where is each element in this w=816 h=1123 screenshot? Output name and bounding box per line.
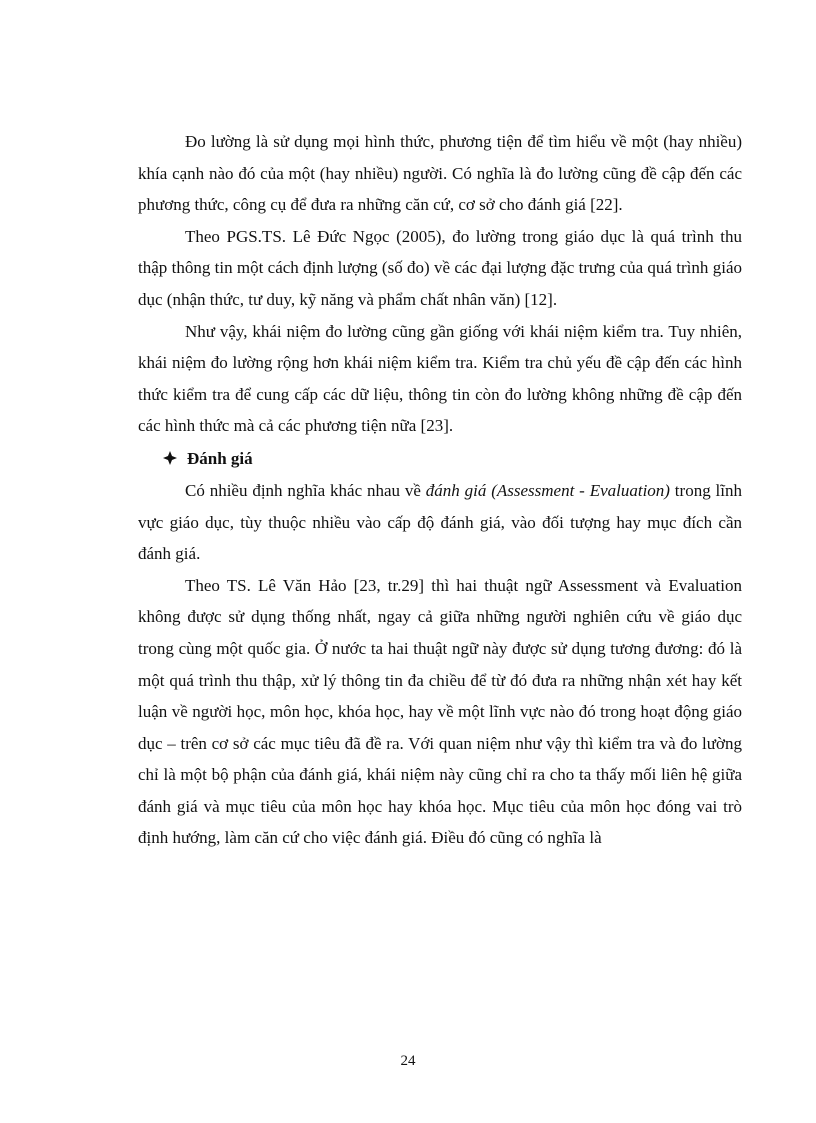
- diamond-bullet-icon: [163, 451, 177, 465]
- paragraph-measurement-definition: Đo lường là sử dụng mọi hình thức, phương tiện để tìm hiểu về một (hay nhiều) khía cạnh nào đó của một (hay nhiều) người. Có nghĩa là đo lường cũng đề cập đến các phương thức, công cụ để đưa ra những căn cứ, cơ sở cho đánh giá [22].: [138, 132, 742, 215]
- page-number: 24: [400, 1053, 416, 1069]
- paragraph-le-duc-ngoc: Theo PGS.TS. Lê Đức Ngọc (2005), đo lường trong giáo dục là quá trình thu thập thông tin một cách định lượng (số đo) về các đại lượng đặc trưng của quá trình giáo dục (nhận thức, tư duy, kỹ năng và phẩm chất nhân văn) [12].: [138, 226, 742, 309]
- paragraph-measurement-vs-testing: Như vậy, khái niệm đo lường cũng gần giống với khái niệm kiểm tra. Tuy nhiên, khái niệm đo lường rộng hơn khái niệm kiểm tra. Kiểm tra chủ yếu đề cập đến các hình thức kiểm tra để cung cấp các dữ liệu, thông tin còn đo lường không những đề cập đến các hình thức mà cả các phương tiện nữa [23].: [138, 321, 742, 436]
- definition-term: đánh giá (Assessment - Evaluation): [425, 480, 670, 500]
- definition-text-before: Có nhiều định nghĩa khác nhau về: [185, 480, 426, 500]
- paragraph-assessment-definitions: [138, 475, 742, 570]
- paragraph-le-van-hao: Theo TS. Lê Văn Hảo [23, tr.29] thì hai thuật ngữ Assessment và Evaluation không được sử dụng thống nhất, ngay cả giữa những người nghiên cứu về giáo dục trong cùng một quốc gia. Ở nước ta hai thuật ngữ này được sử dụng tương đương: đó là một quá trình thu thập, xử lý thông tin đa chiều để từ đó đưa ra những nhận xét hay kết luận về người học, môn học, khóa học, hay về một lĩnh vực nào đó trong hoạt động giáo dục – trên cơ sở các mục tiêu đã đề ra. Với quan niệm như vậy thì kiểm tra và đo lường chỉ là một bộ phận của đánh giá, khái niệm này cũng chỉ ra cho ta thấy mối liên hệ giữa đánh giá và mục tiêu của môn học hay khóa học. Mục tiêu của môn học đóng vai trò định hướng, làm căn cứ cho việc đánh giá. Điều đó cũng có nghĩa là: [138, 575, 742, 848]
- section-heading-text: Đánh giá: [187, 448, 253, 468]
- page-body: [138, 126, 742, 854]
- section-heading: [138, 442, 742, 475]
- definition-text-after: trong lĩnh vực giáo dục, tùy thuộc nhiều vào cấp độ đánh giá, vào đối tượng hay mục đích cần đánh giá.: [138, 480, 742, 564]
